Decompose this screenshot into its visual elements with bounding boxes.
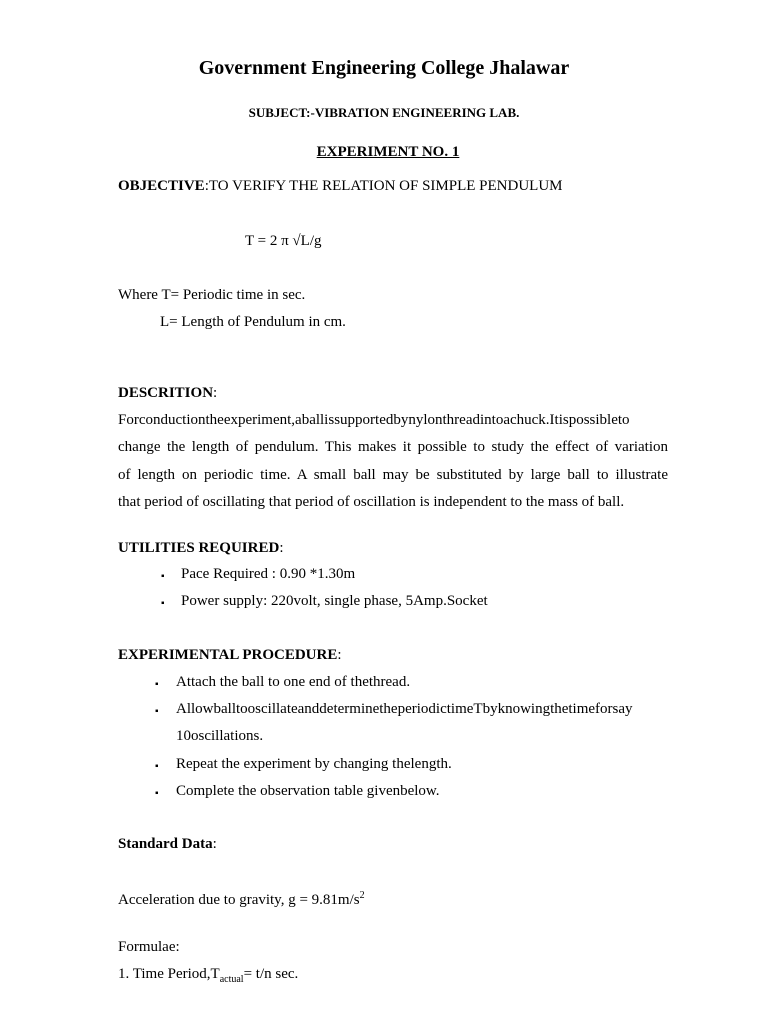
formulae-label: Formulae:: [118, 939, 180, 955]
utility-item-1: Pace Required : 0.90 *1.30m: [181, 566, 356, 582]
bullet-icon: ▪: [155, 679, 159, 690]
gravity-exponent: 2: [359, 890, 365, 901]
bullet-icon: ▪: [155, 706, 159, 717]
objective-line: [118, 178, 563, 195]
college-title: Government Engineering College Jhalawar: [198, 57, 570, 79]
bullet-icon: ▪: [155, 788, 159, 799]
bullet-icon: ▪: [155, 761, 159, 772]
description-heading: DESCRITION:: [118, 385, 218, 401]
experiment-number: EXPERIMENT NO. 1: [316, 144, 460, 160]
objective-label: OBJECTIVE: [118, 178, 205, 194]
where-line-1: Where T= Periodic time in sec.: [118, 287, 306, 303]
procedure-item-3: Repeat the experiment by changing thelength.: [176, 756, 452, 772]
description-line-2: change the length of pendulum. This makes it possible to study the effect of variation: [118, 439, 668, 455]
utilities-label: UTILITIES REQUIRED: [118, 540, 280, 556]
description-label: DESCRITION: [118, 385, 214, 401]
subject-line: SUBJECT:-VIBRATION ENGINEERING LAB.: [248, 105, 520, 120]
where-line-2: L= Length of Pendulum in cm.: [160, 314, 346, 330]
utilities-heading: UTILITIES REQUIRED:: [118, 540, 284, 556]
description-line-1: Forconductiontheexperiment,aballissupportedbynylonthreadintoachuck.Itispossibleto: [118, 412, 630, 428]
formula-line-1: 1. Time $Period,T_{actual}= t/n$ sec.: [118, 966, 299, 985]
procedure-item-2-continued: 10oscillations.: [176, 728, 264, 744]
objective-text: :TO VERIFY THE RELATION OF SIMPLE PENDULUM: [204, 178, 563, 194]
description-line-4: that period of oscillating that period of oscillation is independent to the mass of ball.: [118, 494, 625, 510]
gravity-line: Acceleration due to gravity, $g = 9.81m/s^2$: [118, 890, 365, 908]
procedure-item-1: Attach the ball to one end of thethread.: [176, 674, 411, 690]
standard-data-label: Standard Data: [118, 836, 213, 852]
procedure-label: EXPERIMENTAL PROCEDURE: [118, 647, 338, 663]
pendulum-formula: T = 2 π √L/g: [245, 233, 322, 249]
procedure-item-2: AllowballtooscillateanddeterminetheperiodictimeTbyknowingthetimeforsay: [176, 701, 633, 717]
procedure-item-4: Complete the observation table givenbelow.: [176, 783, 440, 799]
formula-subscript: actual: [219, 974, 244, 985]
standard-data-heading: Standard Data:: [118, 836, 217, 852]
bullet-icon: ▪: [161, 571, 165, 582]
procedure-heading: EXPERIMENTAL PROCEDURE:: [118, 647, 342, 663]
utility-item-2: Power supply: 220volt, single phase, 5Amp.Socket: [181, 593, 488, 609]
description-line-3: of length on periodic time. A small ball may be substituted by large ball to illustrate: [118, 467, 668, 483]
bullet-icon: ▪: [161, 598, 165, 609]
